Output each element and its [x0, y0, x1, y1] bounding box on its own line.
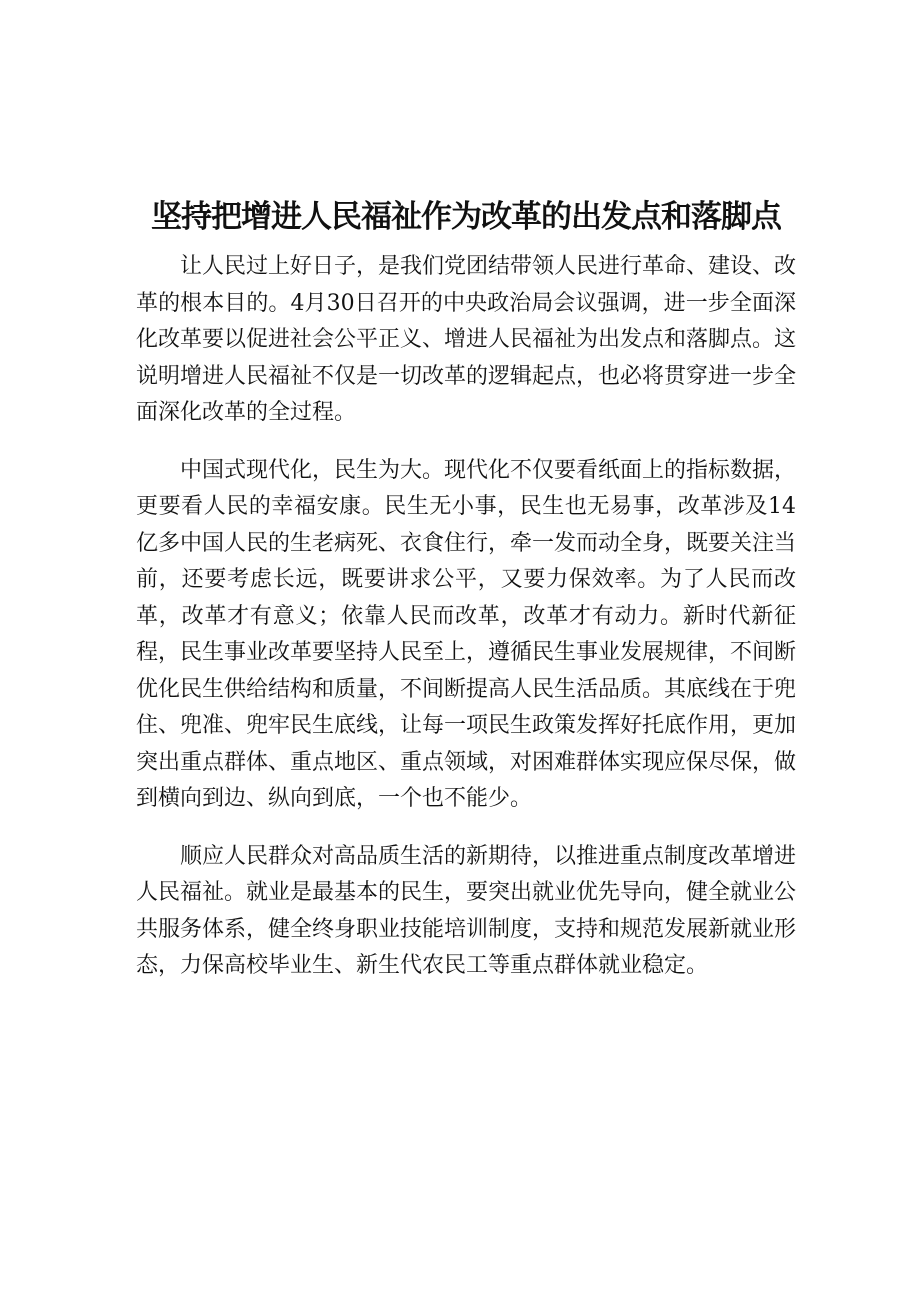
document-body: [136, 249, 796, 985]
document-page: [136, 196, 796, 1006]
document-title: 坚持把增进人民福祉作为改革的出发点和落脚点: [151, 199, 781, 235]
paragraph-2: 中国式现代化，民生为大。现代化不仅要看纸面上的指标数据，更要看人民的幸福安康。民生无小事，民生也无易事，改革涉及14亿多中国人民的生老病死、衣食住行，牵一发而动全身，既要关注当前，还要考虑长远，既要讲求公平，又要力保效率。为了人民而改革，改革才有意义；依靠人民而改革，改革才有动力。新时代新征程，民生事业改革要坚持人民至上，遵循民生事业发展规律，不间断优化民生供给结构和质量，不间断提高人民生活品质。其底线在于兜住、兜准、兜牢民生底线，让每一项民生政策发挥好托底作用，更加突出重点群体、重点地区、重点领域，对困难群体实现应保尽保，做到横向到边、纵向到底，一个也不能少。: [136, 457, 797, 811]
paragraph-1: 让人民过上好日子，是我们党团结带领人民进行革命、建设、改革的根本目的。4月30日召开的中央政治局会议强调，进一步全面深化改革要以促进社会公平正义、增进人民福祉为出发点和落脚点。这说明增进人民福祉不仅是一切改革的逻辑起点，也必将贯穿进一步全面深化改革的全过程。: [136, 254, 797, 425]
paragraph-3: 顺应人民群众对高品质生活的新期待，以推进重点制度改革增进人民福祉。就业是最基本的民生，要突出就业优先导向，健全就业公共服务体系，健全终身职业技能培训制度，支持和规范发展新就业形态，力保高校毕业生、新生代农民工等重点群体就业稳定。: [136, 843, 797, 978]
